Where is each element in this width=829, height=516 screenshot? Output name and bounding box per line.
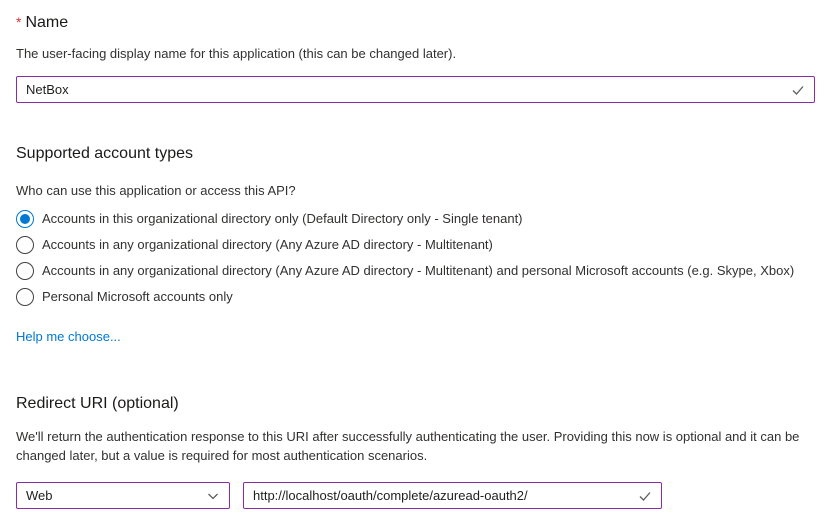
radio-button-icon[interactable] bbox=[16, 288, 34, 306]
radio-option-label: Accounts in this organizational directory only (Default Directory only - Single tenant) bbox=[42, 211, 523, 226]
chevron-down-icon bbox=[206, 489, 220, 503]
radio-option-single-tenant[interactable] bbox=[16, 210, 815, 228]
platform-selected-value: Web bbox=[26, 488, 53, 503]
radio-button-icon[interactable] bbox=[16, 210, 34, 228]
radio-button-icon[interactable] bbox=[16, 236, 34, 254]
redirect-uri-row bbox=[16, 482, 815, 509]
name-title-text: Name bbox=[25, 14, 69, 31]
redirect-uri-section bbox=[16, 393, 815, 509]
redirect-uri-input[interactable] bbox=[244, 483, 661, 508]
platform-select[interactable] bbox=[16, 482, 230, 509]
account-types-section bbox=[16, 143, 815, 346]
radio-option-multitenant[interactable] bbox=[16, 236, 815, 254]
radio-option-personal-only[interactable] bbox=[16, 288, 815, 306]
radio-option-label: Personal Microsoft accounts only bbox=[42, 289, 233, 304]
name-section-title bbox=[16, 12, 815, 33]
account-types-title: Supported account types bbox=[16, 145, 194, 162]
required-asterisk: * bbox=[16, 14, 22, 30]
radio-option-multitenant-personal[interactable] bbox=[16, 262, 815, 280]
name-input[interactable] bbox=[17, 77, 814, 102]
help-me-choose-link[interactable]: Help me choose... bbox=[16, 329, 121, 344]
redirect-uri-description: We'll return the authentication response to this URI after successfully authenticating the user. Providing this now is optional and it can be changed later, but a value is required for most authentication scenarios. bbox=[16, 429, 800, 463]
name-section bbox=[16, 12, 815, 103]
account-types-question: Who can use this application or access this API? bbox=[16, 183, 296, 198]
redirect-uri-input-field bbox=[243, 482, 662, 509]
radio-option-label: Accounts in any organizational directory (Any Azure AD directory - Multitenant) and personal Microsoft accounts (e.g. Skype, Xbox) bbox=[42, 263, 795, 278]
radio-button-icon[interactable] bbox=[16, 262, 34, 280]
radio-option-label: Accounts in any organizational directory (Any Azure AD directory - Multitenant) bbox=[42, 237, 493, 252]
redirect-uri-title: Redirect URI (optional) bbox=[16, 395, 179, 412]
account-type-radio-group bbox=[16, 210, 815, 306]
name-description: The user-facing display name for this application (this can be changed later). bbox=[16, 46, 457, 61]
name-input-field bbox=[16, 76, 815, 103]
